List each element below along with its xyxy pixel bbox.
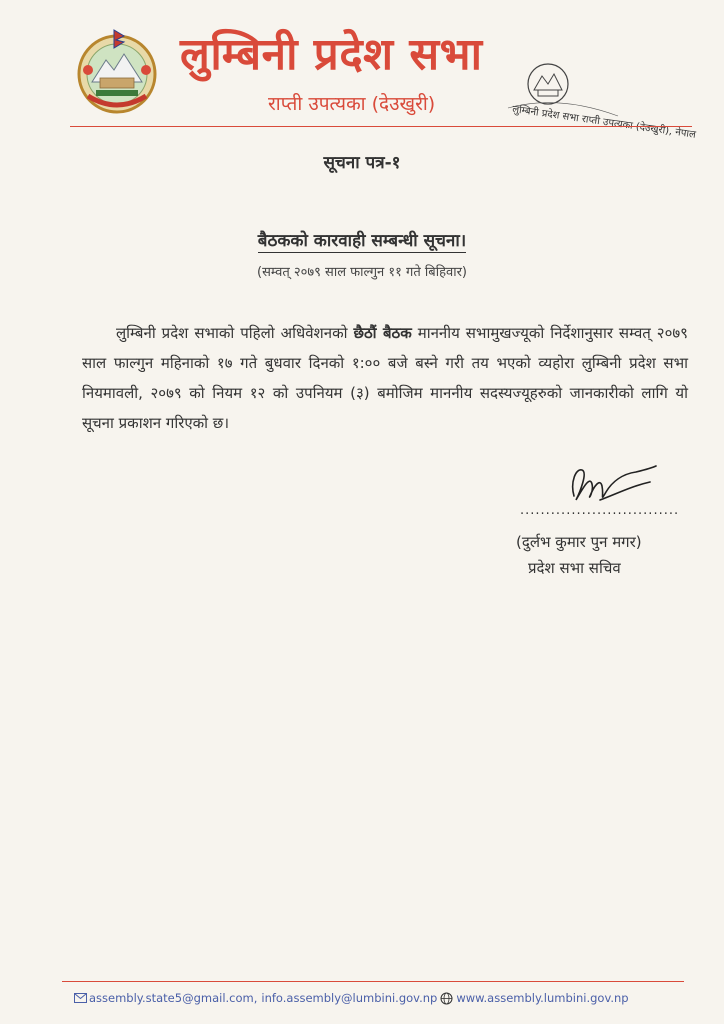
footer-divider xyxy=(62,981,684,982)
body-bold-text: छैठौं बैठक xyxy=(353,324,412,342)
header-divider xyxy=(70,126,692,127)
notice-date: (सम्वत् २०७९ साल फाल्गुन ११ गते बिहिवार) xyxy=(257,265,467,280)
mail-icon xyxy=(74,993,87,1003)
emblem-icon xyxy=(74,26,160,118)
signatory-name: (दुर्लभ कुमार पुन मगर) xyxy=(516,533,642,551)
footer-website[interactable]: www.assembly.lumbini.gov.np xyxy=(456,991,629,1005)
header-subtitle: राप्ती उपत्यका (देउखुरी) xyxy=(268,93,436,115)
footer-email-2[interactable]: info.assembly@lumbini.gov.np xyxy=(261,991,438,1005)
seal-text: लुम्बिनी प्रदेश सभा राप्ती उपत्यका (देउखुरी), नेपाल xyxy=(511,104,697,141)
notice-body xyxy=(82,318,688,438)
notice-subject-text: बैठकको कारवाही सम्बन्धी सूचना। xyxy=(257,231,467,251)
notice-number: सूचना पत्र-१ xyxy=(323,153,401,173)
signatory-title: प्रदेश सभा सचिव xyxy=(528,559,621,577)
notice-subject xyxy=(0,228,724,251)
body-text-1: लुम्बिनी प्रदेश सभाको पहिलो अधिवेशनको xyxy=(116,324,354,342)
body-text-2: माननीय सभामुखज्यूको निर्देशानुसार सम्वत् २०७९ साल फाल्गुन महिनाको १७ गते बुधवार दिनको १:०० बजे बस्ने गरी तय भएको व्यहोरा लुम्बिनी प्रदेश सभा नियमावली, २०७९ को नियम १२ को उपनियम (३) बमोजिम माननीय सदस्यज्यूहरुको जानकारीको लागि यो सूचना प्रकाशन गरिएको छ। xyxy=(82,324,688,432)
footer-contact xyxy=(74,991,694,1005)
footer-email-1[interactable]: assembly.state5@gmail.com, xyxy=(89,991,258,1005)
globe-icon xyxy=(440,992,453,1005)
header-title: लुम्बिनी प्रदेश सभा xyxy=(180,29,483,80)
signature-line: ............................... xyxy=(520,503,680,518)
